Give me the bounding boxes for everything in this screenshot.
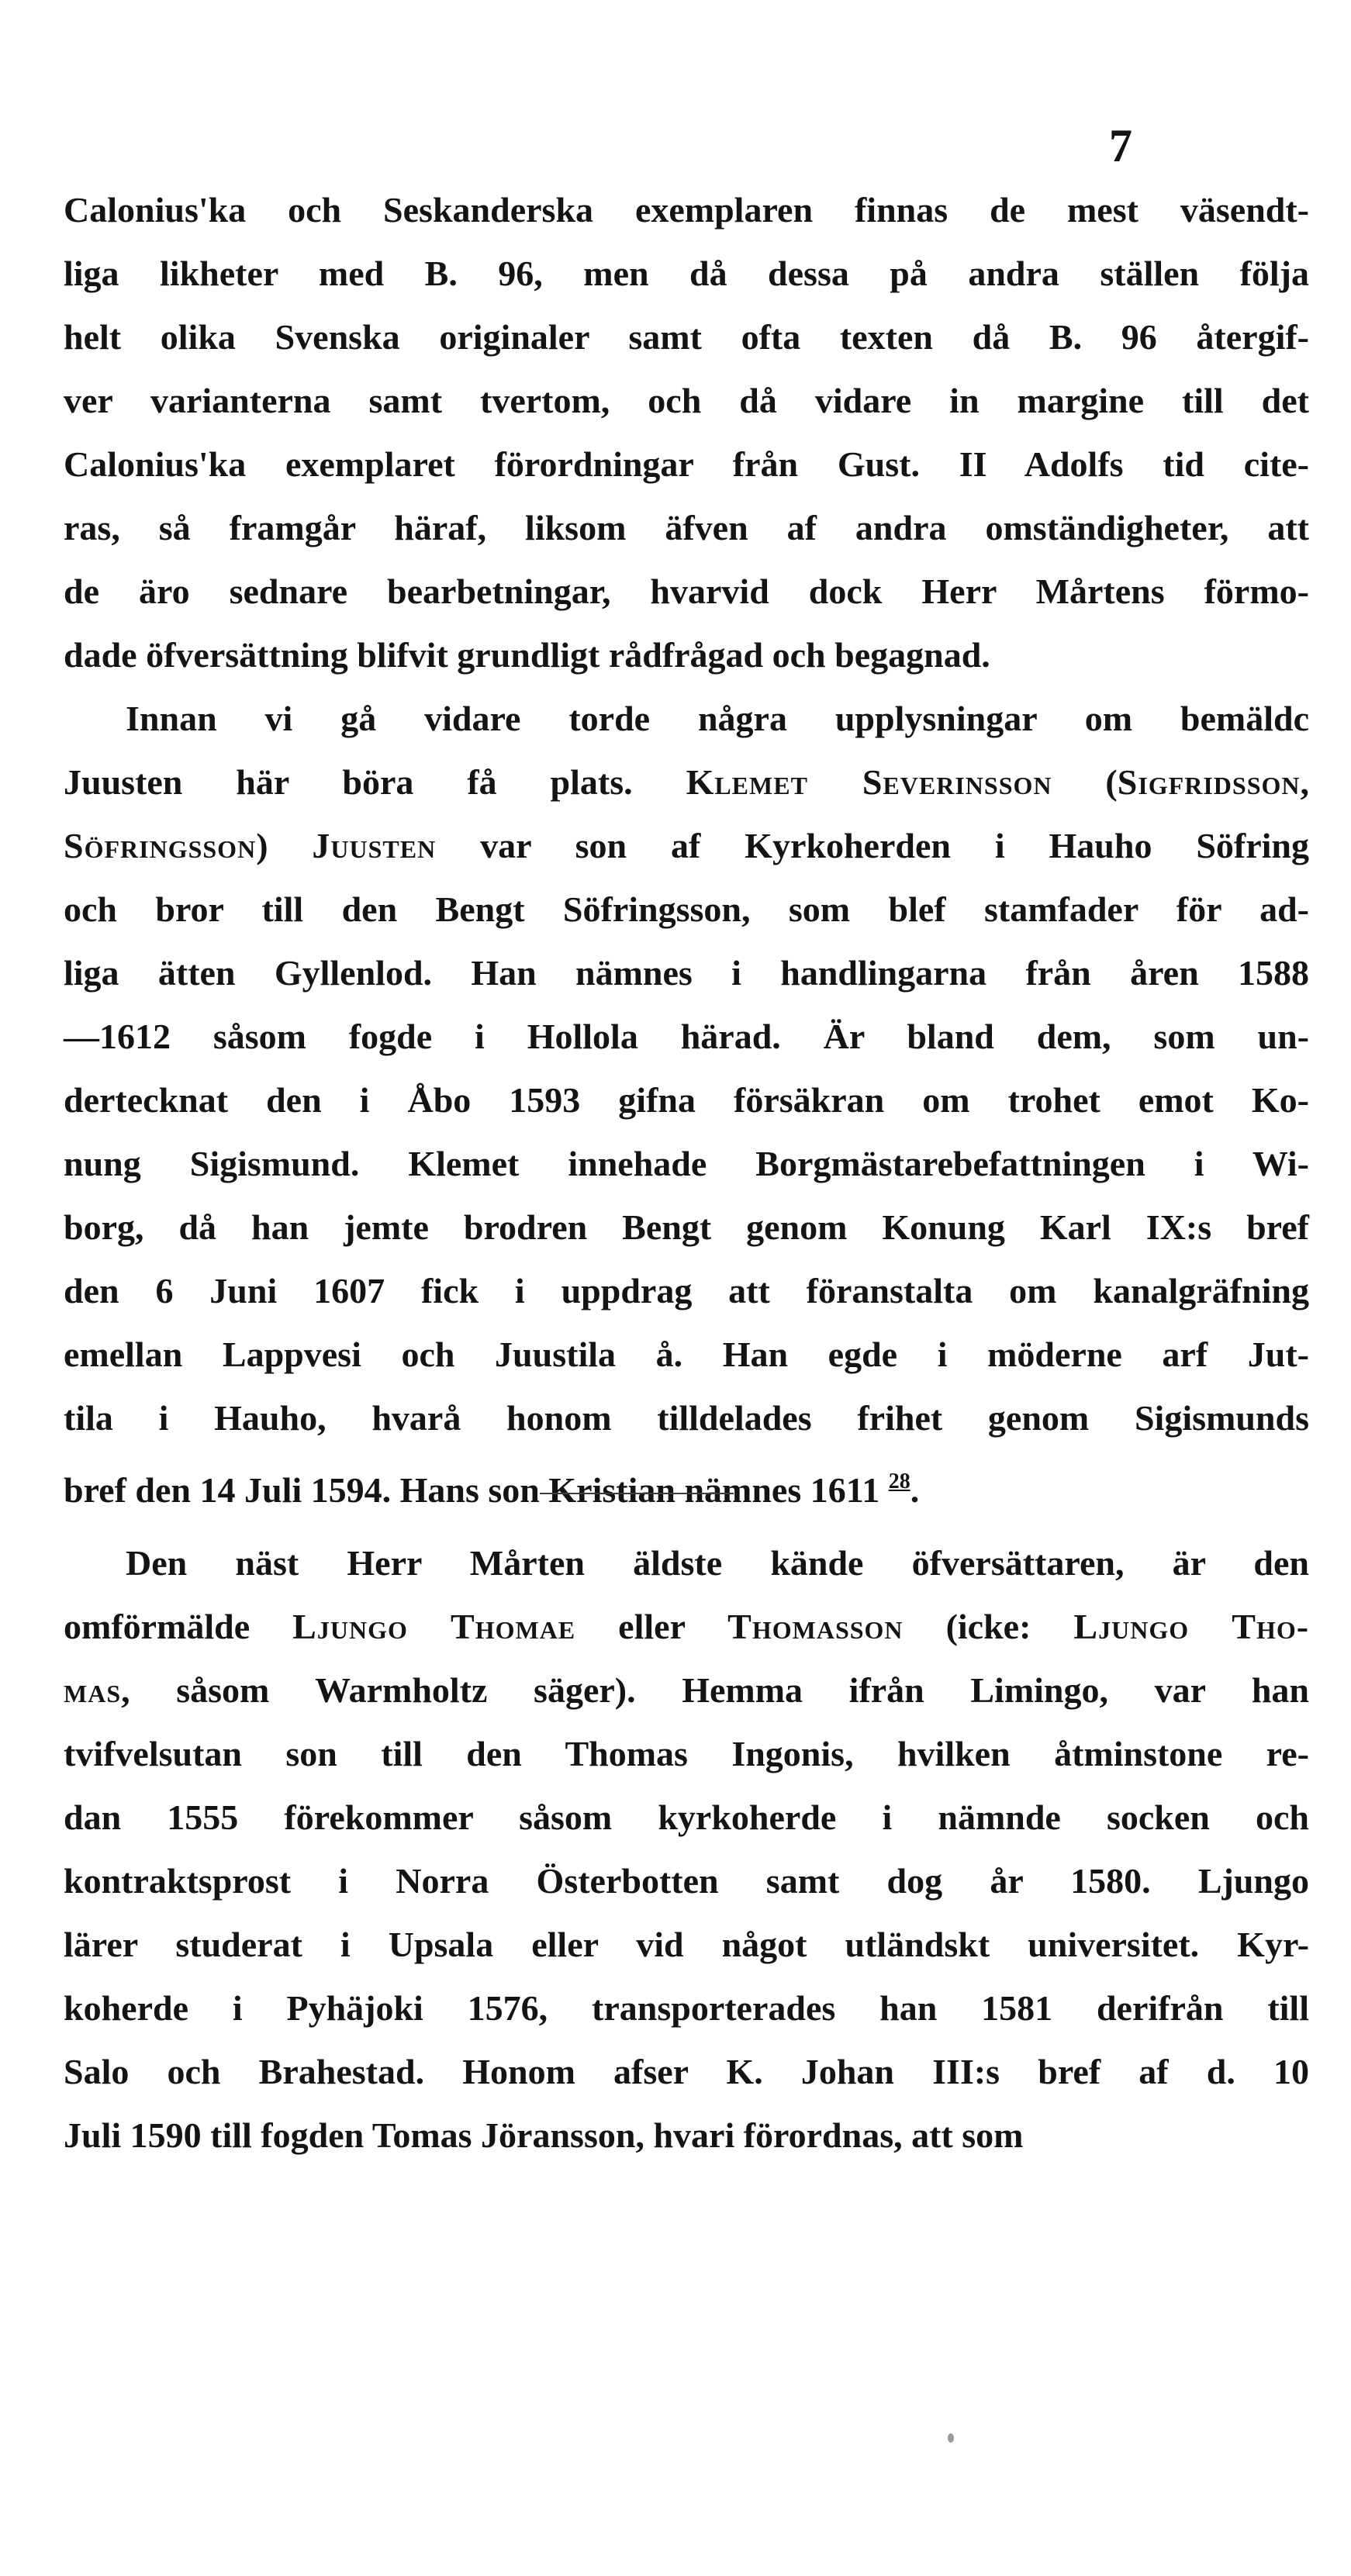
upper-text-block [64, 178, 1309, 1514]
person-name: Ljungo Tho- [1073, 1607, 1310, 1646]
text-line [64, 1450, 1309, 1514]
text-line [64, 1659, 1309, 1722]
text-line: lärer studerat i Upsala eller vid något utländskt universitet. Kyr- [64, 1925, 1309, 1964]
text-line: dan 1555 förekommer såsom kyrkoherde i nämnde socken och [64, 1797, 1309, 1837]
text-line: Calonius'ka exemplaret förordningar från Gust. II Adolfs tid cite- [64, 444, 1309, 484]
page-number: 7 [1109, 120, 1132, 171]
text-run: bref den 14 Juli 1594. Hans son Kristian nämnes 1611 [64, 1470, 880, 1510]
person-name: Söfringsson [64, 826, 257, 865]
text-line: helt olika Svenska originaler samt ofta texten då B. 96 återgif- [64, 317, 1309, 357]
text-line: dade öfversättning blifvit grundligt rådfrågad och begagnad. [64, 635, 990, 675]
text-line: Calonius'ka och Seskanderska exemplaren finnas de mest väsendt- [64, 190, 1309, 230]
text-line: dertecknat den i Åbo 1593 gifna försäkran om trohet emot Ko- [64, 1080, 1309, 1120]
text-line: liga ätten Gyllenlod. Han nämnes i handlingarna från åren 1588 [64, 953, 1309, 993]
footnote-reference[interactable]: 28 [888, 1469, 910, 1493]
text-line [64, 1595, 1309, 1659]
text-run: , [1300, 762, 1309, 802]
text-run: eller [618, 1607, 686, 1646]
text-line: —1612 såsom fogde i Hollola härad. Är bland dem, som un- [64, 1017, 1309, 1056]
person-name: mas [64, 1670, 122, 1710]
text-run: omförmälde [64, 1607, 251, 1646]
text-run: . [910, 1470, 920, 1510]
text-line: Den näst Herr Mårten äldste kände öfversättaren, är den [126, 1543, 1309, 1583]
text-line [64, 751, 1309, 814]
text-line: tila i Hauho, hvarå honom tilldelades frihet genom Sigismunds [64, 1398, 1309, 1438]
text-line: kontraktsprost i Norra Österbotten samt dog år 1580. Ljungo [64, 1861, 1309, 1901]
person-name: Thomasson [727, 1607, 904, 1646]
text-line [64, 814, 1309, 878]
text-line: den 6 Juni 1607 fick i uppdrag att föranstalta om kanalgräfning [64, 1271, 1309, 1310]
text-run: ) [256, 826, 268, 865]
person-name: Juusten [312, 826, 437, 865]
lower-text-block [64, 1531, 1309, 2167]
text-run: Juusten här böra få plats. [64, 762, 633, 802]
text-run: var son af Kyrkoherden i Hauho Söfring [480, 826, 1310, 865]
text-run: ( [1105, 762, 1118, 802]
page-speck [948, 2433, 954, 2443]
person-name: Sigfridsson [1117, 762, 1301, 802]
text-run: (icke: [945, 1607, 1031, 1646]
text-line: och bror till den Bengt Söfringsson, som blef stamfader för ad- [64, 889, 1309, 929]
person-name: Ljungo Thomae [292, 1607, 576, 1646]
text-line: emellan Lappvesi och Juustila å. Han egde i möderne arf Jut- [64, 1335, 1309, 1374]
text-line: ver varianterna samt tvertom, och då vidare in margine till det [64, 381, 1309, 420]
text-line: tvifvelsutan son till den Thomas Ingonis, hvilken åtminstone re- [64, 1734, 1309, 1773]
text-line: Salo och Brahestad. Honom afser K. Johan III:s bref af d. 10 [64, 2052, 1309, 2091]
text-line: de äro sednare bearbetningar, hvarvid dock Herr Mårtens förmo- [64, 571, 1309, 611]
text-line: Juli 1590 till fogden Tomas Jöransson, hvari förordnas, att som [64, 2115, 1024, 2155]
text-line: koherde i Pyhäjoki 1576, transporterades han 1581 derifrån till [64, 1988, 1309, 2028]
person-name: Klemet Severinsson [686, 762, 1052, 802]
text-line: nung Sigismund. Klemet innehade Borgmästarebefattningen i Wi- [64, 1144, 1309, 1183]
text-line: liga likheter med B. 96, men då dessa på andra ställen följa [64, 254, 1309, 293]
text-line: ras, så framgår häraf, liksom äfven af andra omständigheter, att [64, 508, 1309, 547]
text-run: , såsom Warmholtz säger). Hemma ifrån Limingo, var han [121, 1670, 1309, 1710]
text-line: borg, då han jemte brodren Bengt genom Konung Karl IX:s bref [64, 1207, 1309, 1247]
section-divider [540, 1493, 734, 1494]
text-line: Innan vi gå vidare torde några upplysningar om bemäldc [126, 699, 1309, 738]
